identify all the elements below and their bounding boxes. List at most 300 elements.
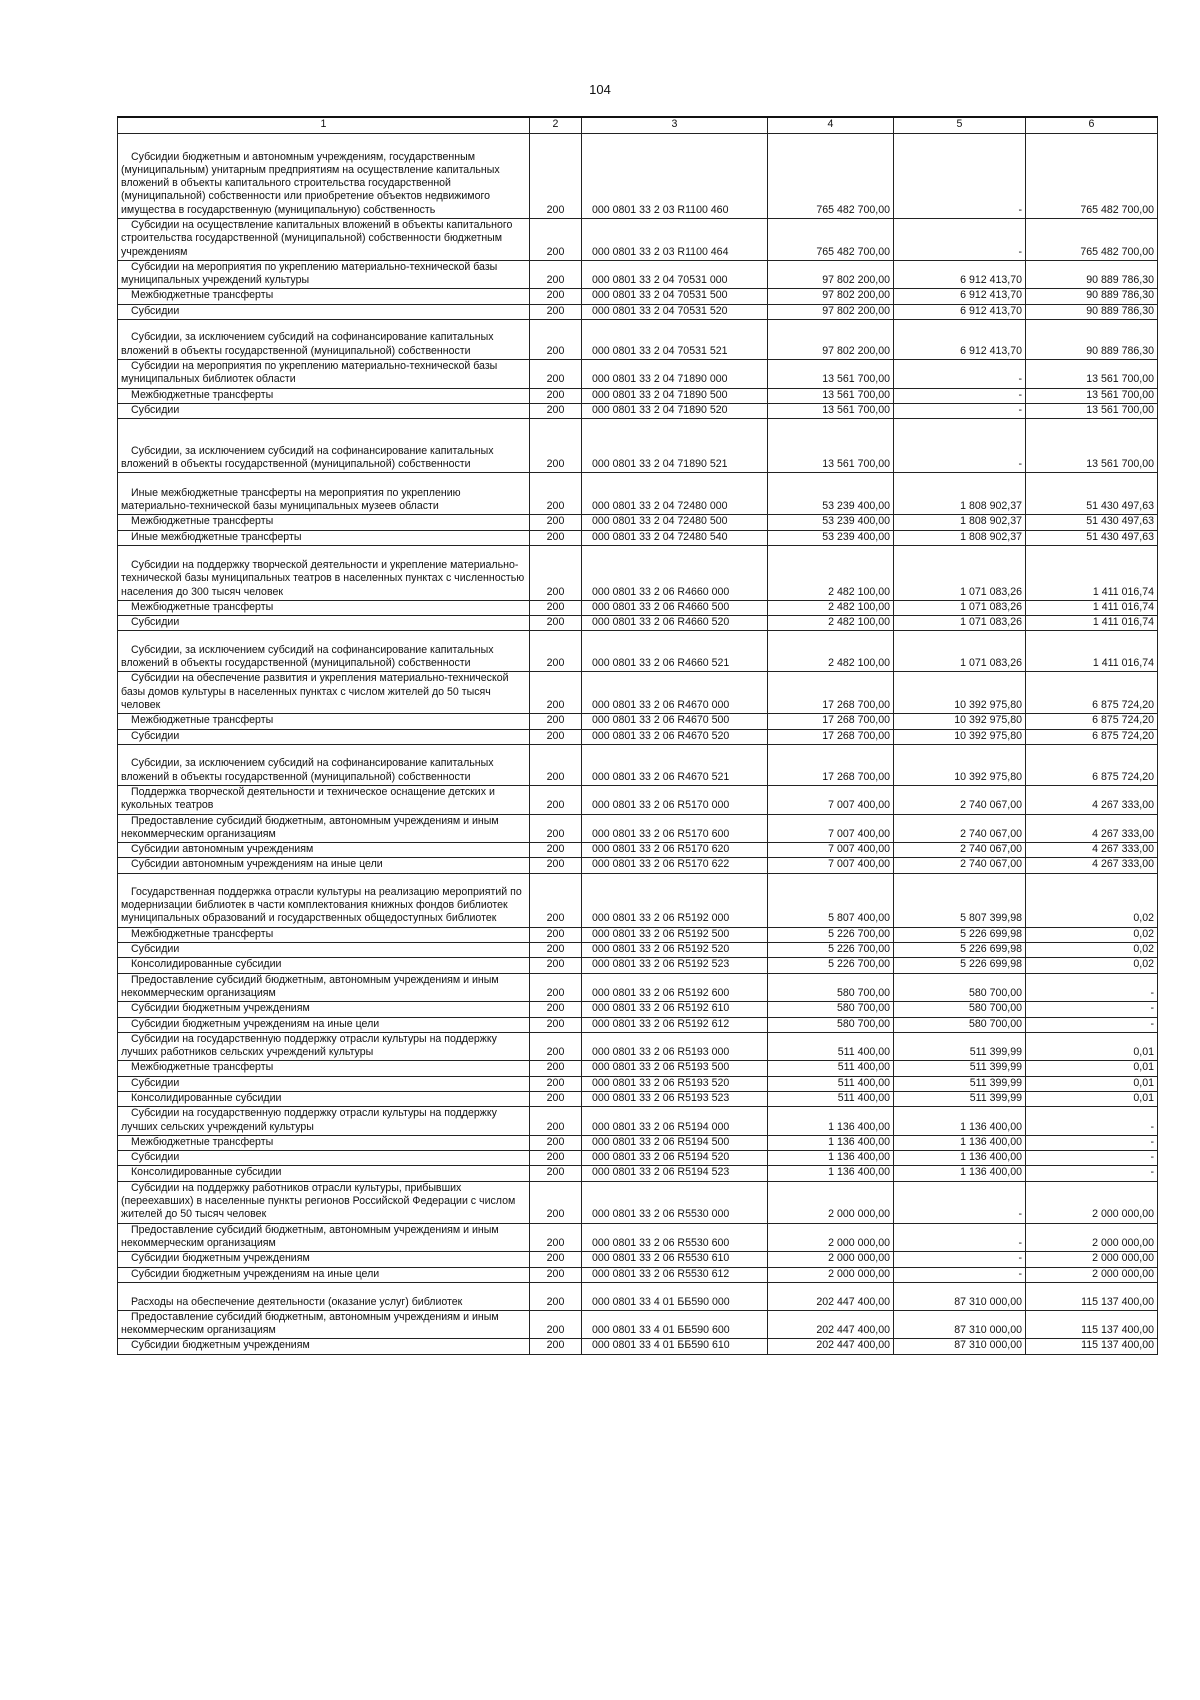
column-number-header: 1 (118, 117, 530, 134)
row-kbk: 000 0801 33 2 03 R1100 464 (582, 219, 768, 261)
row-plan: 53 239 400,00 (768, 473, 894, 515)
row-name-text: Предоставление субсидий бюджетным, автономным учреждениям и иным некоммерческим организациям (121, 973, 499, 999)
row-rest: 2 000 000,00 (1026, 1223, 1158, 1252)
row-name-text: Субсидии (131, 403, 180, 416)
row-name (118, 672, 530, 714)
row-plan: 17 268 700,00 (768, 672, 894, 714)
row-name (118, 1017, 530, 1032)
row-rest: 0,01 (1026, 1032, 1158, 1061)
row-plan: 2 000 000,00 (768, 1267, 894, 1282)
row-kbk: 000 0801 33 2 06 R5192 000 (582, 873, 768, 927)
row-code: 200 (530, 515, 582, 530)
table-row (118, 219, 1158, 261)
row-name-text: Субсидии (131, 616, 180, 629)
table-row (118, 958, 1158, 973)
row-rest: 6 875 724,20 (1026, 744, 1158, 785)
row-plan: 511 400,00 (768, 1091, 894, 1106)
row-name-text: Субсидии (131, 1076, 180, 1089)
row-exec: 10 392 975,80 (894, 744, 1026, 785)
row-name (118, 1135, 530, 1150)
row-kbk: 000 0801 33 2 06 R5530 000 (582, 1181, 768, 1223)
row-plan: 13 561 700,00 (768, 388, 894, 403)
row-exec: - (894, 419, 1026, 473)
row-exec: - (894, 134, 1026, 219)
row-exec: 580 700,00 (894, 973, 1026, 1002)
row-rest: 2 000 000,00 (1026, 1252, 1158, 1267)
row-rest: 13 561 700,00 (1026, 360, 1158, 389)
row-exec: 10 392 975,80 (894, 672, 1026, 714)
row-name (118, 973, 530, 1002)
row-kbk: 000 0801 33 2 06 R5192 500 (582, 927, 768, 942)
row-name (118, 1076, 530, 1091)
row-kbk: 000 0801 33 2 04 70531 500 (582, 289, 768, 304)
row-name-text: Субсидии бюджетным и автономным учреждениям, государственным (муниципальным) унитарным предприятиям на осуществление капитальных вложений в объекты капитального строительства государственной (муниципальной) собственности или приобретение объектов недвижимого имущества в государственную (муниципальную) собственность (121, 150, 500, 216)
row-kbk: 000 0801 33 4 01 ББ590 600 (582, 1310, 768, 1339)
row-kbk: 000 0801 33 2 06 R5530 610 (582, 1252, 768, 1267)
row-rest: 51 430 497,63 (1026, 530, 1158, 545)
row-exec: 1 136 400,00 (894, 1166, 1026, 1181)
row-name-text: Субсидии на обеспечение развития и укрепления материально-технической базы домов культуры в населенных пунктах с числом жителей до 50 тысяч человек (121, 672, 509, 712)
table-row (118, 1135, 1158, 1150)
row-kbk: 000 0801 33 2 06 R5194 520 (582, 1151, 768, 1166)
table-row (118, 1151, 1158, 1166)
row-exec: 1 136 400,00 (894, 1107, 1026, 1136)
row-rest: 4 267 333,00 (1026, 785, 1158, 814)
row-plan: 53 239 400,00 (768, 515, 894, 530)
table-row (118, 785, 1158, 814)
row-kbk: 000 0801 33 2 03 R1100 460 (582, 134, 768, 219)
row-rest: 1 411 016,74 (1026, 600, 1158, 615)
table-row (118, 873, 1158, 927)
row-exec: 87 310 000,00 (894, 1339, 1026, 1354)
row-kbk: 000 0801 33 2 04 71890 520 (582, 403, 768, 418)
row-name-text: Иные межбюджетные трансферты на мероприятия по укреплению материально-технической базы муниципальных музеев области (121, 486, 461, 512)
row-kbk: 000 0801 33 2 06 R4660 500 (582, 600, 768, 615)
table-row (118, 1223, 1158, 1252)
table-row (118, 744, 1158, 785)
table-row (118, 1282, 1158, 1310)
row-code: 200 (530, 1151, 582, 1166)
row-code: 200 (530, 714, 582, 729)
table-row (118, 714, 1158, 729)
table-row (118, 134, 1158, 219)
row-kbk: 000 0801 33 2 06 R5530 600 (582, 1223, 768, 1252)
row-code: 200 (530, 304, 582, 319)
row-exec: - (894, 403, 1026, 418)
row-plan: 1 136 400,00 (768, 1166, 894, 1181)
row-name-text: Предоставление субсидий бюджетным, автономным учреждениям и иным некоммерческим организациям (121, 1223, 499, 1249)
row-name-text: Межбюджетные трансферты (131, 927, 274, 940)
row-kbk: 000 0801 33 2 06 R4660 520 (582, 616, 768, 631)
row-name (118, 873, 530, 927)
row-name-text: Субсидии, за исключением субсидий на софинансирование капитальных вложений в объекты государственной (муниципальной) собственности (121, 643, 494, 670)
row-exec: 2 740 067,00 (894, 843, 1026, 858)
table-row (118, 1002, 1158, 1017)
row-exec: - (894, 219, 1026, 261)
row-exec: 2 740 067,00 (894, 814, 1026, 843)
row-name (118, 473, 530, 515)
table-row (118, 388, 1158, 403)
row-name-text: Субсидии автономным учреждениям на иные цели (131, 858, 383, 871)
table-row (118, 631, 1158, 672)
row-plan: 202 447 400,00 (768, 1339, 894, 1354)
row-code: 200 (530, 1252, 582, 1267)
table-row (118, 320, 1158, 360)
row-plan: 2 000 000,00 (768, 1223, 894, 1252)
table-row (118, 1032, 1158, 1061)
row-name-text: Субсидии на осуществление капитальных вложений в объекты капитального строительства государственной (муниципальной) собственности бюджетным учреждениям (121, 219, 513, 258)
table-row (118, 973, 1158, 1002)
row-name (118, 814, 530, 843)
row-exec: 1 808 902,37 (894, 530, 1026, 545)
row-rest: 0,01 (1026, 1061, 1158, 1076)
row-kbk: 000 0801 33 2 06 R5193 500 (582, 1061, 768, 1076)
row-name-text: Субсидии (131, 943, 180, 956)
row-kbk: 000 0801 33 2 06 R5192 600 (582, 973, 768, 1002)
row-kbk: 000 0801 33 2 04 71890 500 (582, 388, 768, 403)
table-row (118, 1310, 1158, 1339)
row-name (118, 616, 530, 631)
row-kbk: 000 0801 33 2 06 R5192 610 (582, 1002, 768, 1017)
row-name (118, 403, 530, 418)
row-code: 200 (530, 631, 582, 672)
row-plan: 202 447 400,00 (768, 1310, 894, 1339)
table-row (118, 1166, 1158, 1181)
row-plan: 53 239 400,00 (768, 530, 894, 545)
table-row (118, 289, 1158, 304)
row-name-text: Субсидии (131, 1151, 180, 1164)
row-exec: 87 310 000,00 (894, 1310, 1026, 1339)
row-exec: 1 136 400,00 (894, 1151, 1026, 1166)
row-name-text: Предоставление субсидий бюджетным, автономным учреждениям и иным некоммерческим организациям (121, 1310, 499, 1337)
row-name-text: Субсидии бюджетным учреждениям (131, 1339, 310, 1352)
row-kbk: 000 0801 33 4 01 ББ590 610 (582, 1339, 768, 1354)
row-exec: 1 071 083,26 (894, 545, 1026, 600)
row-name (118, 958, 530, 973)
table-row (118, 473, 1158, 515)
row-code: 200 (530, 473, 582, 515)
row-code: 200 (530, 958, 582, 973)
row-rest: 115 137 400,00 (1026, 1282, 1158, 1310)
row-exec: 1 808 902,37 (894, 473, 1026, 515)
row-exec: 580 700,00 (894, 1017, 1026, 1032)
column-number-header: 6 (1026, 117, 1158, 134)
row-code: 200 (530, 320, 582, 360)
row-name-text: Субсидии бюджетным учреждениям (131, 1252, 310, 1265)
row-name (118, 260, 530, 289)
row-name-text: Межбюджетные трансферты (131, 714, 274, 727)
row-exec: - (894, 360, 1026, 389)
row-name-text: Субсидии на государственную поддержку отрасли культуры на поддержку лучших работников сельских учреждений культуры (121, 1032, 497, 1059)
row-plan: 5 226 700,00 (768, 927, 894, 942)
row-rest: - (1026, 1002, 1158, 1017)
row-rest: 13 561 700,00 (1026, 419, 1158, 473)
row-exec: 1 071 083,26 (894, 600, 1026, 615)
row-code: 200 (530, 360, 582, 389)
row-kbk: 000 0801 33 2 06 R5170 622 (582, 858, 768, 873)
row-code: 200 (530, 973, 582, 1002)
row-name (118, 219, 530, 261)
row-exec: 87 310 000,00 (894, 1282, 1026, 1310)
row-name-text: Консолидированные субсидии (131, 958, 282, 971)
row-exec: 511 399,99 (894, 1032, 1026, 1061)
row-rest: 1 411 016,74 (1026, 545, 1158, 600)
row-plan: 2 482 100,00 (768, 545, 894, 600)
row-code: 200 (530, 260, 582, 289)
row-name (118, 1267, 530, 1282)
row-name (118, 1252, 530, 1267)
row-exec: - (894, 1181, 1026, 1223)
row-code: 200 (530, 843, 582, 858)
row-plan: 97 802 200,00 (768, 320, 894, 360)
table-row (118, 600, 1158, 615)
row-kbk: 000 0801 33 2 06 R5192 612 (582, 1017, 768, 1032)
row-exec: 6 912 413,70 (894, 260, 1026, 289)
row-rest: - (1026, 1107, 1158, 1136)
table-row (118, 403, 1158, 418)
table-row (118, 1017, 1158, 1032)
row-kbk: 000 0801 33 2 06 R4660 521 (582, 631, 768, 672)
row-code: 200 (530, 1002, 582, 1017)
row-rest: 0,01 (1026, 1091, 1158, 1106)
row-exec: - (894, 388, 1026, 403)
row-name (118, 1002, 530, 1017)
column-number-header: 5 (894, 117, 1026, 134)
row-name-text: Межбюджетные трансферты (131, 1061, 274, 1074)
row-code: 200 (530, 1181, 582, 1223)
row-code: 200 (530, 530, 582, 545)
row-rest: 13 561 700,00 (1026, 388, 1158, 403)
row-name (118, 134, 530, 219)
row-code: 200 (530, 616, 582, 631)
row-name (118, 1310, 530, 1339)
row-code: 200 (530, 672, 582, 714)
row-name-text: Субсидии на мероприятия по укреплению материально-технической базы муниципальных библиотек области (121, 360, 498, 386)
row-rest: 90 889 786,30 (1026, 304, 1158, 319)
row-exec: 5 226 699,98 (894, 943, 1026, 958)
row-rest: 6 875 724,20 (1026, 672, 1158, 714)
row-name-text: Межбюджетные трансферты (131, 1135, 274, 1148)
row-kbk: 000 0801 33 4 01 ББ590 000 (582, 1282, 768, 1310)
row-kbk: 000 0801 33 2 06 R5194 000 (582, 1107, 768, 1136)
row-rest: 2 000 000,00 (1026, 1181, 1158, 1223)
row-rest: - (1026, 1135, 1158, 1150)
row-code: 200 (530, 858, 582, 873)
row-name (118, 1166, 530, 1181)
row-code: 200 (530, 1310, 582, 1339)
row-plan: 17 268 700,00 (768, 729, 894, 744)
table-row (118, 260, 1158, 289)
row-plan: 1 136 400,00 (768, 1151, 894, 1166)
row-name (118, 1151, 530, 1166)
row-rest: 765 482 700,00 (1026, 134, 1158, 219)
table-row (118, 1091, 1158, 1106)
row-kbk: 000 0801 33 2 04 70531 521 (582, 320, 768, 360)
table-row (118, 943, 1158, 958)
row-code: 200 (530, 134, 582, 219)
row-exec: - (894, 1267, 1026, 1282)
row-name (118, 729, 530, 744)
row-kbk: 000 0801 33 2 06 R4670 520 (582, 729, 768, 744)
row-kbk: 000 0801 33 2 06 R4670 500 (582, 714, 768, 729)
row-kbk: 000 0801 33 2 06 R5170 000 (582, 785, 768, 814)
row-name-text: Межбюджетные трансферты (131, 600, 274, 613)
row-exec: - (894, 1252, 1026, 1267)
row-rest: 4 267 333,00 (1026, 814, 1158, 843)
row-code: 200 (530, 545, 582, 600)
row-name (118, 530, 530, 545)
row-kbk: 000 0801 33 2 04 72480 000 (582, 473, 768, 515)
row-exec: 6 912 413,70 (894, 304, 1026, 319)
row-plan: 5 807 400,00 (768, 873, 894, 927)
row-kbk: 000 0801 33 2 06 R4670 521 (582, 744, 768, 785)
row-rest: 90 889 786,30 (1026, 320, 1158, 360)
row-kbk: 000 0801 33 2 06 R4670 000 (582, 672, 768, 714)
row-name-text: Субсидии на государственную поддержку отрасли культуры на поддержку лучших сельских учреждений культуры (121, 1107, 497, 1133)
row-rest: 0,02 (1026, 943, 1158, 958)
row-plan: 97 802 200,00 (768, 260, 894, 289)
row-kbk: 000 0801 33 2 06 R5170 600 (582, 814, 768, 843)
row-plan: 7 007 400,00 (768, 785, 894, 814)
row-name (118, 1181, 530, 1223)
row-code: 200 (530, 729, 582, 744)
row-name-text: Субсидии бюджетным учреждениям на иные цели (131, 1267, 380, 1280)
row-exec: 5 226 699,98 (894, 958, 1026, 973)
table-row (118, 729, 1158, 744)
row-rest: 0,02 (1026, 873, 1158, 927)
table-row (118, 616, 1158, 631)
row-plan: 580 700,00 (768, 1017, 894, 1032)
row-name-text: Иные межбюджетные трансферты (131, 530, 302, 543)
row-rest: - (1026, 973, 1158, 1002)
row-name-text: Субсидии бюджетным учреждениям (131, 1002, 310, 1015)
row-name-text: Межбюджетные трансферты (131, 388, 274, 401)
page-number: 104 (589, 82, 611, 97)
row-rest: 6 875 724,20 (1026, 729, 1158, 744)
row-kbk: 000 0801 33 2 06 R5192 523 (582, 958, 768, 973)
row-kbk: 000 0801 33 2 06 R5170 620 (582, 843, 768, 858)
row-rest: 51 430 497,63 (1026, 473, 1158, 515)
table-row (118, 1252, 1158, 1267)
row-exec: 511 399,99 (894, 1091, 1026, 1106)
row-name (118, 843, 530, 858)
row-name (118, 515, 530, 530)
table-row (118, 672, 1158, 714)
table-row (118, 1267, 1158, 1282)
row-plan: 511 400,00 (768, 1032, 894, 1061)
row-name-text: Расходы на обеспечение деятельности (оказание услуг) библиотек (131, 1295, 463, 1308)
row-code: 200 (530, 927, 582, 942)
row-exec: 6 912 413,70 (894, 320, 1026, 360)
row-exec: 5 807 399,98 (894, 873, 1026, 927)
row-name (118, 1032, 530, 1061)
row-rest: 4 267 333,00 (1026, 858, 1158, 873)
row-rest: 0,02 (1026, 958, 1158, 973)
row-exec: 580 700,00 (894, 1002, 1026, 1017)
row-plan: 13 561 700,00 (768, 360, 894, 389)
row-code: 200 (530, 1267, 582, 1282)
row-rest: 13 561 700,00 (1026, 403, 1158, 418)
row-code: 200 (530, 1166, 582, 1181)
row-name (118, 304, 530, 319)
row-name-text: Субсидии на поддержку работников отрасли культуры, прибывших (переехавших) в населенные пункты регионов Российской Федерации с числом жителей до 50 тысяч человек (121, 1181, 516, 1221)
row-exec: 2 740 067,00 (894, 858, 1026, 873)
row-name (118, 744, 530, 785)
row-name (118, 600, 530, 615)
row-name-text: Межбюджетные трансферты (131, 515, 274, 528)
row-rest: - (1026, 1166, 1158, 1181)
row-plan: 580 700,00 (768, 973, 894, 1002)
row-kbk: 000 0801 33 2 04 72480 540 (582, 530, 768, 545)
row-rest: 51 430 497,63 (1026, 515, 1158, 530)
row-name (118, 360, 530, 389)
row-code: 200 (530, 219, 582, 261)
row-name (118, 1339, 530, 1354)
row-kbk: 000 0801 33 2 06 R5193 000 (582, 1032, 768, 1061)
row-code: 200 (530, 1135, 582, 1150)
row-plan: 5 226 700,00 (768, 943, 894, 958)
row-code: 200 (530, 388, 582, 403)
table-row (118, 515, 1158, 530)
table-row (118, 858, 1158, 873)
row-name (118, 785, 530, 814)
row-plan: 17 268 700,00 (768, 714, 894, 729)
row-plan: 13 561 700,00 (768, 419, 894, 473)
row-code: 200 (530, 1223, 582, 1252)
row-name-text: Субсидии, за исключением субсидий на софинансирование капитальных вложений в объекты государственной (муниципальной) собственности (121, 757, 494, 783)
row-rest: 115 137 400,00 (1026, 1310, 1158, 1339)
row-kbk: 000 0801 33 2 06 R5193 520 (582, 1076, 768, 1091)
row-name (118, 419, 530, 473)
row-code: 200 (530, 1076, 582, 1091)
row-code: 200 (530, 1032, 582, 1061)
row-code: 200 (530, 744, 582, 785)
row-rest: 0,01 (1026, 1076, 1158, 1091)
row-name-text: Консолидированные субсидии (131, 1091, 282, 1104)
row-name (118, 927, 530, 942)
row-plan: 97 802 200,00 (768, 289, 894, 304)
row-kbk: 000 0801 33 2 04 72480 500 (582, 515, 768, 530)
row-plan: 2 000 000,00 (768, 1181, 894, 1223)
row-plan: 2 482 100,00 (768, 600, 894, 615)
table-row (118, 360, 1158, 389)
row-name-text: Субсидии автономным учреждениям (131, 843, 314, 856)
row-rest: 1 411 016,74 (1026, 631, 1158, 672)
row-rest: - (1026, 1151, 1158, 1166)
row-code: 200 (530, 419, 582, 473)
row-name (118, 1061, 530, 1076)
row-name (118, 631, 530, 672)
row-code: 200 (530, 943, 582, 958)
row-plan: 5 226 700,00 (768, 958, 894, 973)
row-name-text: Консолидированные субсидии (131, 1166, 282, 1179)
row-exec: 1 136 400,00 (894, 1135, 1026, 1150)
row-name-text: Субсидии, за исключением субсидий на софинансирование капитальных вложений в объекты государственной (муниципальной) собственности (121, 444, 494, 470)
row-kbk: 000 0801 33 2 04 71890 000 (582, 360, 768, 389)
row-exec: 10 392 975,80 (894, 729, 1026, 744)
row-kbk: 000 0801 33 2 06 R4660 000 (582, 545, 768, 600)
table-row (118, 1181, 1158, 1223)
row-name (118, 943, 530, 958)
row-plan: 2 000 000,00 (768, 1252, 894, 1267)
row-exec: 5 226 699,98 (894, 927, 1026, 942)
row-rest: 115 137 400,00 (1026, 1339, 1158, 1354)
table-row (118, 545, 1158, 600)
row-plan: 7 007 400,00 (768, 814, 894, 843)
row-code: 200 (530, 814, 582, 843)
row-rest: 90 889 786,30 (1026, 260, 1158, 289)
row-kbk: 000 0801 33 2 04 70531 520 (582, 304, 768, 319)
